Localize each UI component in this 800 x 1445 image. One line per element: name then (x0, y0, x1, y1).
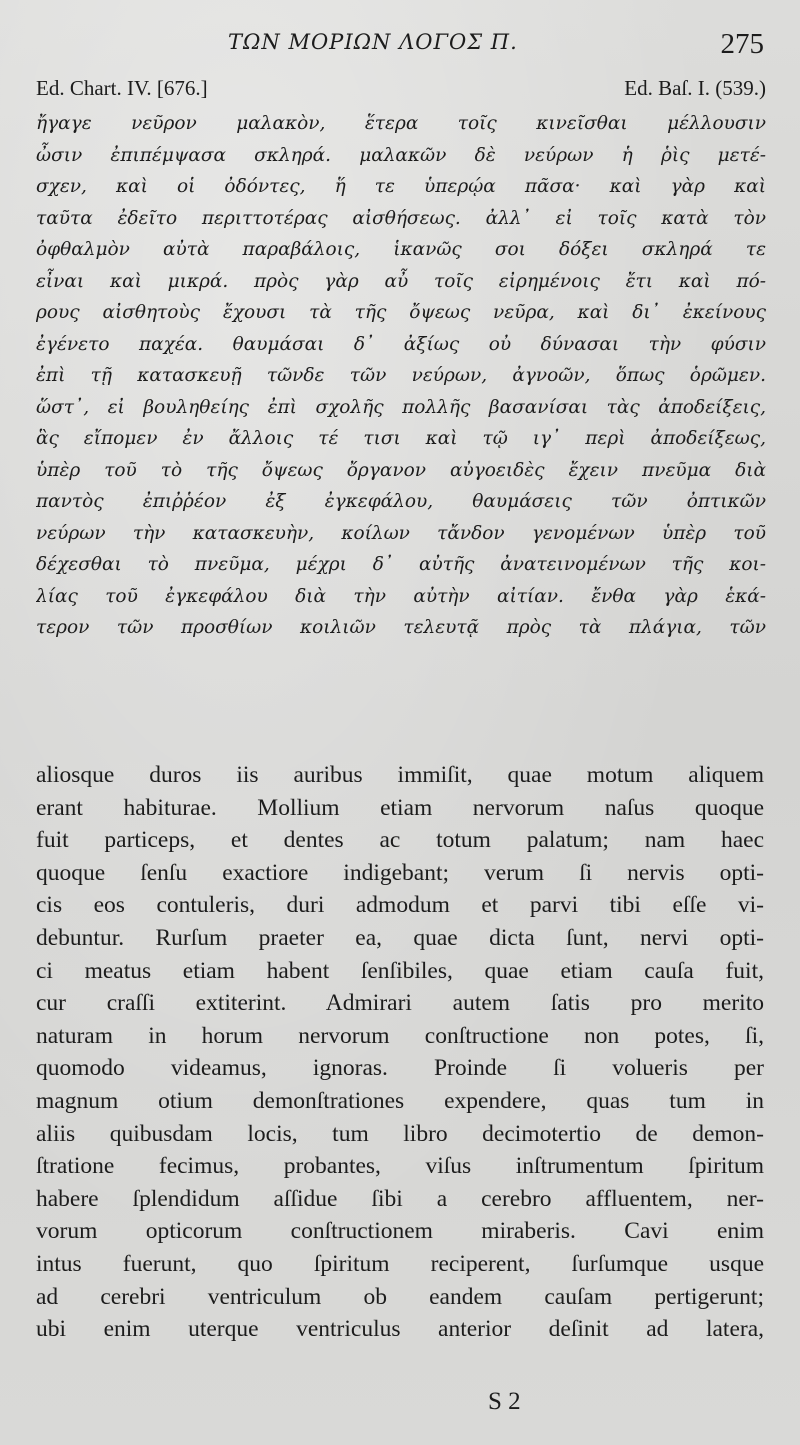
running-head (0, 28, 800, 68)
greek-line: ἤγαγε νεῦρον μαλακὸν, ἕτερα τοῖς κινεῖσθαι μέλλουσιν (36, 113, 766, 134)
latin-line: cur craſſi extiterint. Admirari autem ſatis pro merito (36, 990, 764, 1017)
page-number: 275 (720, 28, 764, 60)
greek-line: ρους αἰσθητοὺς ἔχουσι τὰ τῆς ὄψεως νεῦρα, καὶ δι᾽ ἐκείνους (36, 302, 766, 323)
latin-line: ci meatus etiam habent ſenſibiles, quae etiam cauſa fuit, (36, 957, 764, 984)
greek-line: ὥστ᾽, εἰ βουληθείης ἐπὶ σχολῆς πολλῆς βασανίσαι τὰς ἀποδείξεις, (36, 396, 766, 418)
greek-line: δέχεσθαι τὸ πνεῦμα, μέχρι δ᾽ αὐτῆς ἀνατεινομένων τῆς κοι- (36, 554, 766, 575)
latin-line: ubi enim uterque ventriculus anterior deſinit ad latera, (36, 1316, 764, 1343)
latin-line: intus fuerunt, quo ſpiritum reciperent, ſurſumque usque (36, 1250, 764, 1277)
greek-line: ταῦτα ἐδεῖτο περιττοτέρας αἰσθήσεως. ἀλλ᾽ εἰ τοῖς κατὰ τὸν (36, 207, 766, 229)
greek-line: ἐγένετο παχέα. θαυμάσαι δ᾽ ἀξίως οὐ δύνασαι τὴν φύσιν (36, 333, 766, 355)
latin-line: quomodo videamus, ignoras. Proinde ſi volueris per (36, 1055, 764, 1082)
latin-line: habere ſplendidum aſſidue ſibi a cerebro affluentem, ner- (36, 1185, 764, 1212)
greek-line: ὀφθαλμὸν αὐτὰ παραβάλοις, ἱκανῶς σοι δόξει σκληρά τε (36, 239, 766, 260)
latin-line: cis eos contuleris, duri admodum et parvi tibi eſſe vi- (36, 892, 764, 919)
greek-text-block (36, 108, 766, 644)
edition-reference-line (36, 76, 766, 106)
greek-line: νεύρων τὴν κατασκευὴν, κοίλων τἄνδον γενομένων ὑπὲρ τοῦ (36, 522, 766, 544)
latin-line: erant habiturae. Mollium etiam nervorum naſus quoque (36, 794, 764, 821)
latin-line: quoque ſenſu exactiore indigebant; verum ſi nervis opti- (36, 859, 764, 886)
greek-line: ὑπὲρ τοῦ τὸ τῆς ὄψεως ὄργανον αὐγοειδὲς ἔχειν πνεῦμα διὰ (36, 459, 766, 481)
latin-line: aliis quibusdam locis, tum libro decimotertio de demon- (36, 1120, 764, 1147)
greek-line: εἶναι καὶ μικρά. πρὸς γὰρ αὖ τοῖς εἰρημένοις ἔτι καὶ πό- (36, 270, 766, 292)
greek-line: ἐπὶ τῇ κατασκευῇ τῶνδε τῶν νεύρων, ἀγνοῶν, ὅπως ὁρῶμεν. (36, 365, 766, 386)
edition-reference-chartier: Ed. Chart. IV. [676.] (36, 76, 208, 100)
greek-line: ἃς εἴπομεν ἐν ἄλλοις τέ τισι καὶ τῷ ιγ᾽ περὶ ἀποδείξεως, (36, 428, 766, 449)
latin-line: vorum opticorum conſtructionem miraberis. Cavi enim (36, 1218, 764, 1245)
edition-reference-basel: Ed. Baſ. I. (539.) (624, 76, 766, 100)
latin-line: fuit particeps, et dentes ac totum palatum; nam haec (36, 827, 764, 854)
greek-line: λίας τοῦ ἐγκεφάλου διὰ τὴν αὐτὴν αἰτίαν. ἔνθα γὰρ ἑκά- (36, 585, 766, 607)
greek-line: τερον τῶν προσθίων κοιλιῶν τελευτᾷ πρὸς τὰ πλάγια, τῶν (36, 617, 766, 638)
running-title: ΤΩΝ ΜΟΡΙΩΝ ΛΟΓΟΣ Π. (228, 30, 518, 54)
signature-mark: S 2 (488, 1388, 521, 1415)
latin-line: ad cerebri ventriculum ob eandem cauſam pertigerunt; (36, 1283, 764, 1310)
latin-line: naturam in horum nervorum conſtructione non potes, ſi, (36, 1022, 764, 1049)
latin-line: aliosque duros iis auribus immiſit, quae motum aliquem (36, 762, 764, 788)
greek-line: παντὸς ἐπιῤῥέον ἐξ ἐγκεφάλου, θαυμάσεις τῶν ὀπτικῶν (36, 491, 766, 512)
latin-line: debuntur. Rurſum praeter ea, quae dicta ſunt, nervi opti- (36, 924, 764, 951)
greek-line: σχεν, καὶ οἱ ὀδόντες, ἥ τε ὑπερῴα πᾶσα· καὶ γὰρ καὶ (36, 176, 766, 197)
latin-line: ſtratione fecimus, probantes, viſus inſtrumentum ſpiritum (36, 1153, 764, 1180)
latin-line: magnum otium demonſtrationes expendere, quas tum in (36, 1087, 764, 1114)
latin-text-block (36, 759, 764, 1346)
greek-line: ὦσιν ἐπιπέμψασα σκληρά. μαλακῶν δὲ νεύρων ἡ ῥὶς μετέ- (36, 144, 766, 166)
